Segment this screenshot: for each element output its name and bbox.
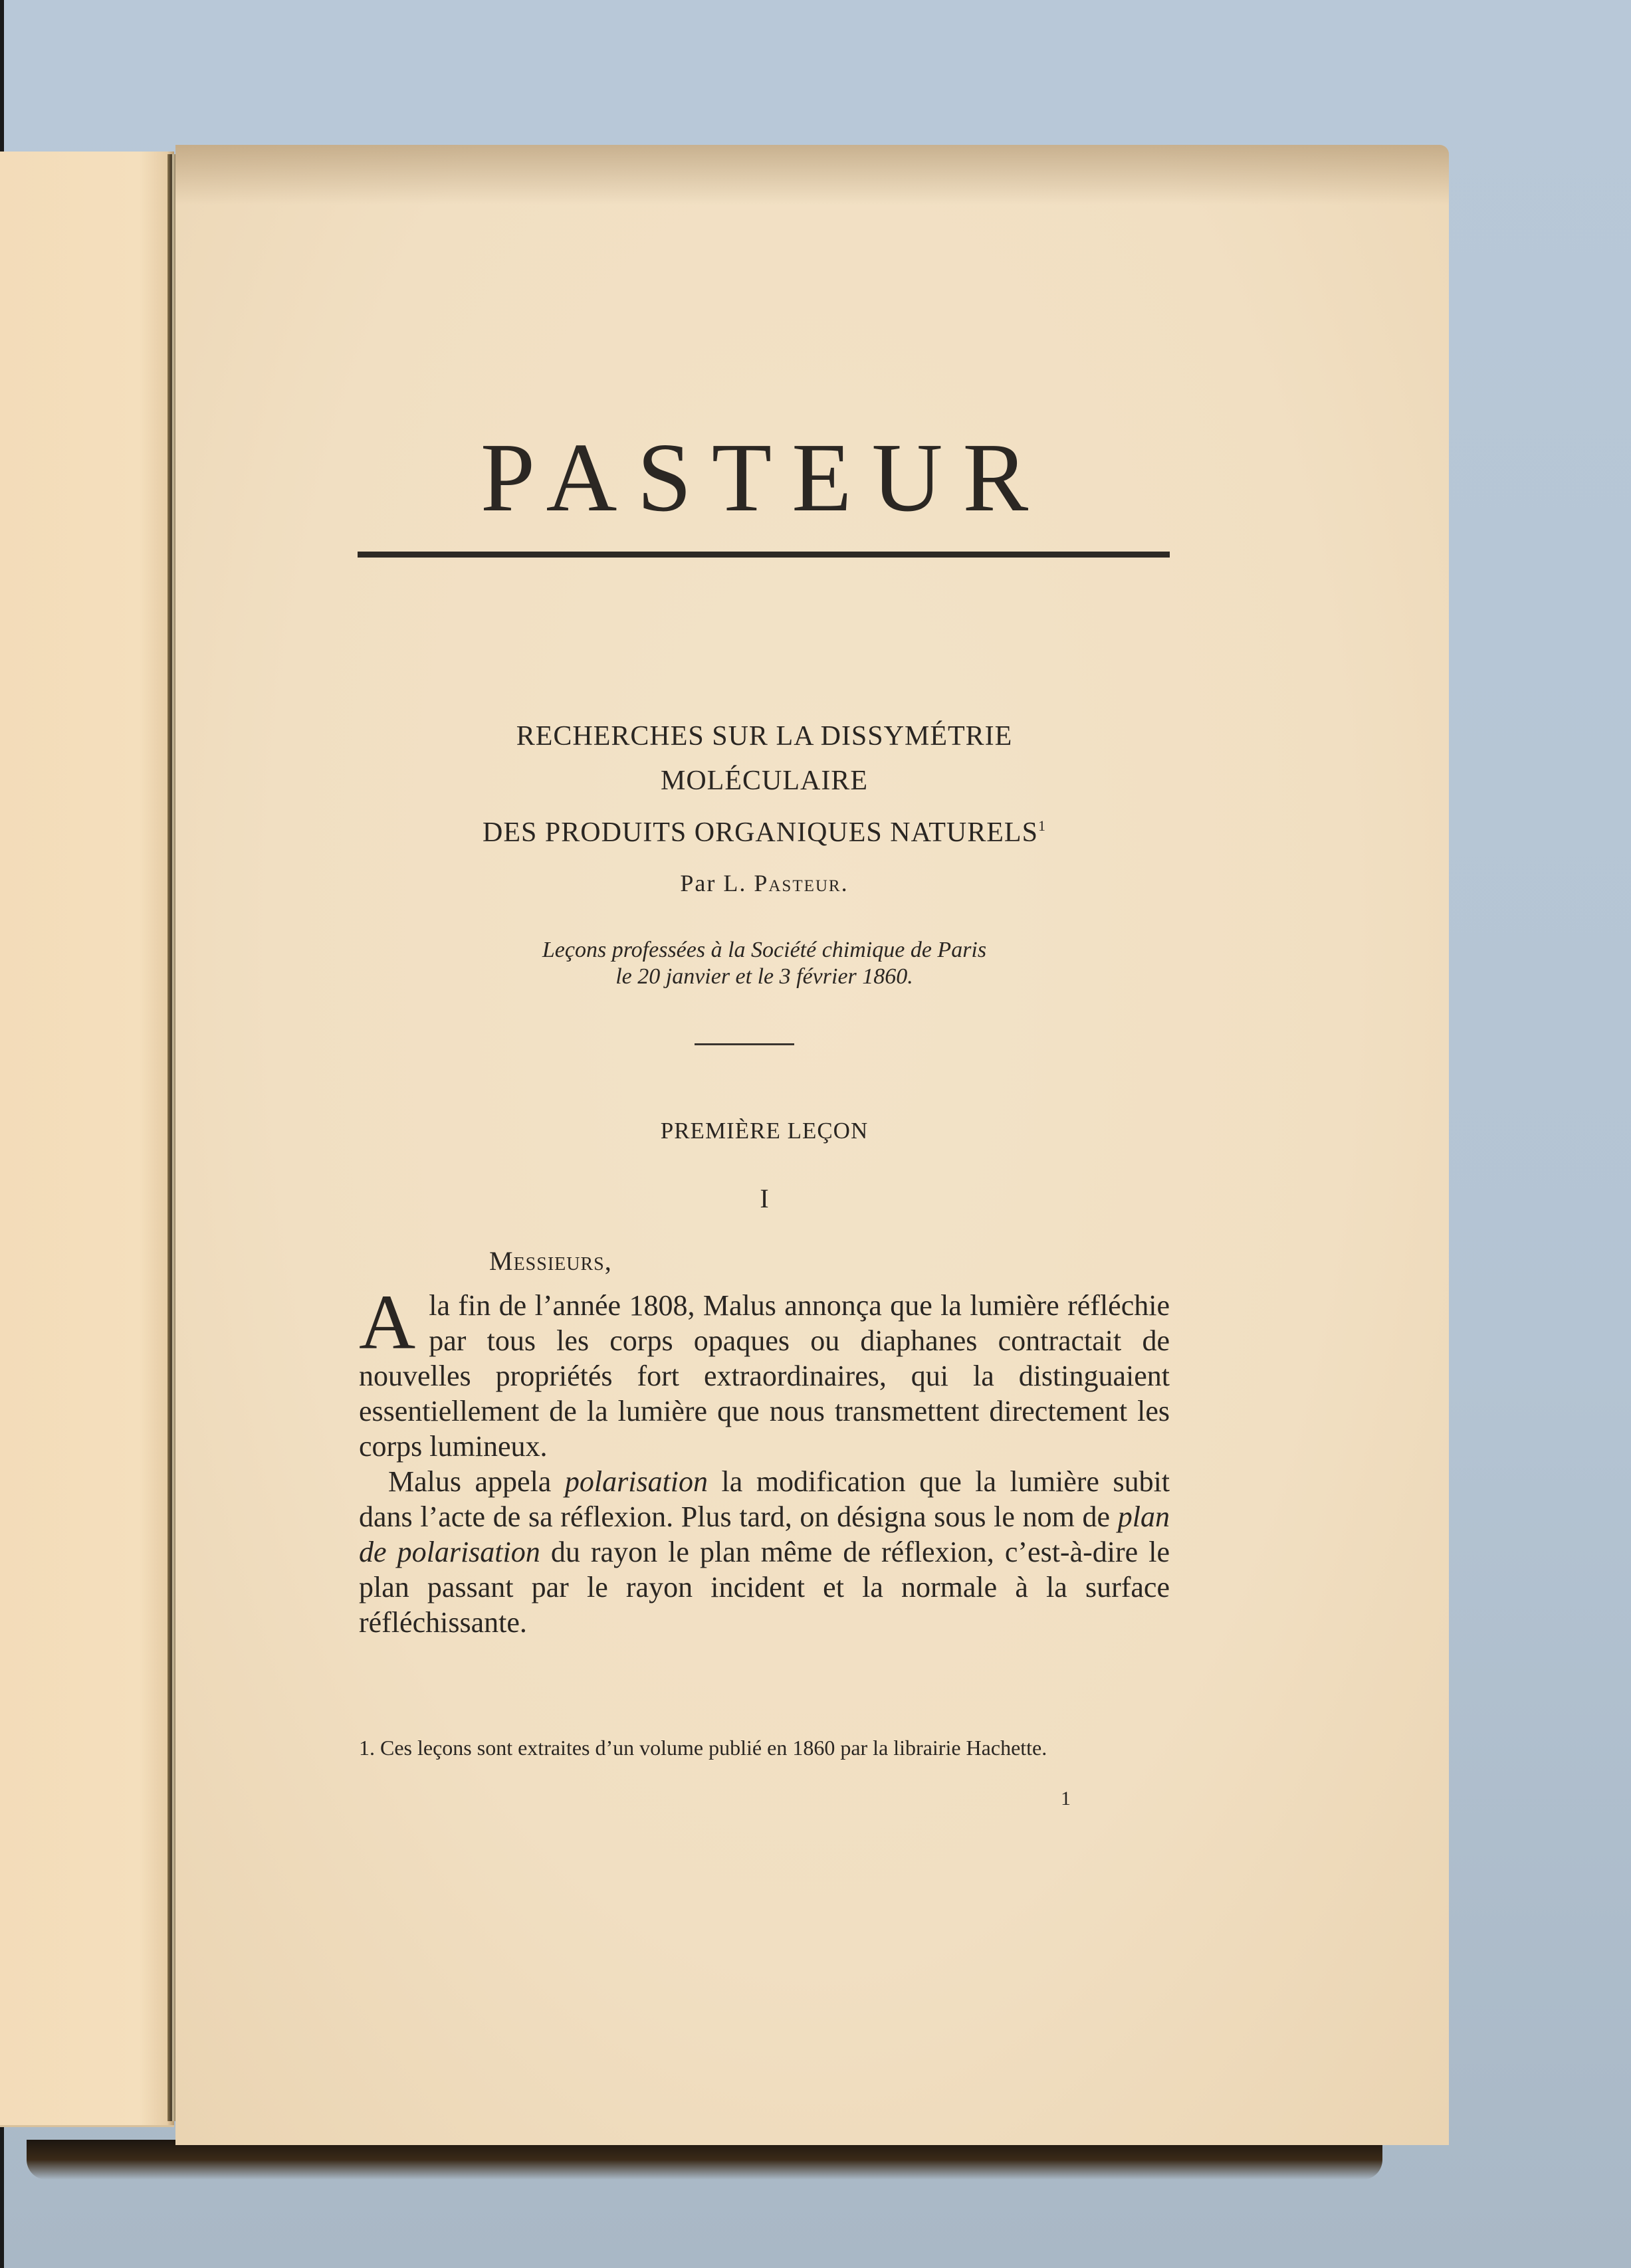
title-rule [358,552,1170,558]
left-page-cover [0,152,174,2127]
page-title: PASTEUR [480,423,1049,532]
section-number: I [760,1184,769,1213]
subtitle-line-2: MOLÉCULAIRE [661,766,868,796]
page-number: 1 [1061,1788,1071,1809]
paragraph-1: Ala fin de l’année 1808, Malus annonça que la lumière réfléchie par tous les corps opaques ou diaphanes contractait de nouvelles propriétés fort extraordinaires, qui la distinguaient essentiellement de la lumière que nous transmettent directement les corps lumineux. [359,1279,1170,1463]
drop-cap: A [359,1279,416,1366]
lecture-info: Leçons professées à la Société chimique de Paris le 20 janvier et le 3 février 1860. [542,938,987,989]
page-bottom-shadow [27,2140,1382,2180]
article-subtitle [359,714,1170,855]
footnote-marker: 1 [1037,817,1046,834]
subtitle-line-1: RECHERCHES SUR LA DISSYMÉTRIE [516,721,1013,752]
right-page [175,145,1449,2145]
body-text [359,1279,1170,1640]
footnote: 1. Ces leçons sont extraites d’un volume publié en 1860 par la librairie Hachette. [359,1736,1047,1760]
author-byline: Par L. Pasteur. [680,870,849,896]
author-name: Pasteur. [754,870,849,896]
subtitle-line-3: DES PRODUITS ORGANIQUES NATURELS$^1$ [483,817,1046,848]
paragraph-2: Malus appela polarisation la modification que la lumière subit dans l’acte de sa réflexion. Plus tard, on désigna sous le nom de plan de polarisation du rayon le plan même de réflexion, c’est-à-dire le plan passant par le rayon incident et la normale à la surface réfléchissante. [359,1465,1170,1639]
lesson-heading: PREMIÈRE LEÇON [660,1118,869,1144]
separator-rule [695,1043,794,1045]
salutation: Messieurs, [489,1246,612,1276]
